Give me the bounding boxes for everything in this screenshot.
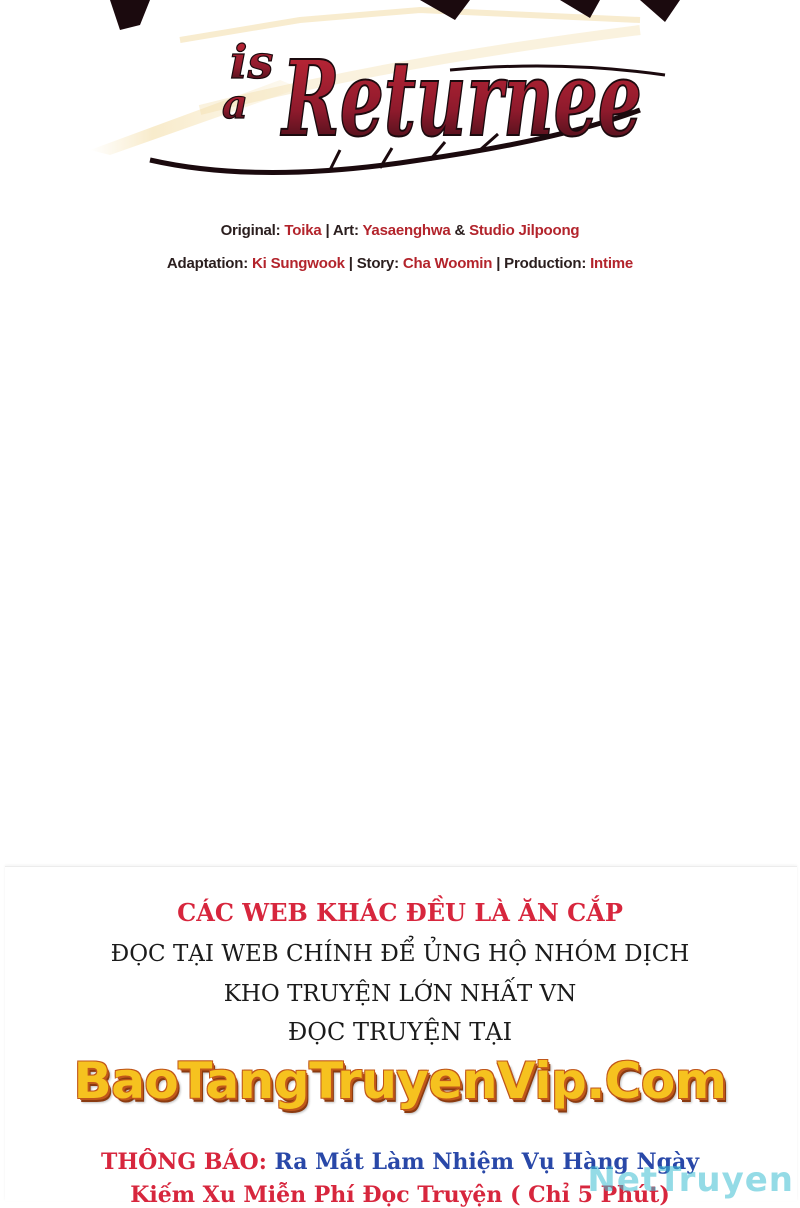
credits-line-1 [0,222,800,239]
title-word-is: is [230,35,274,89]
art-value-1: Yasaenghwa [362,222,451,239]
notice-line-4: ĐỌC TRUYỆN TẠI [287,1018,513,1046]
adaptation-label: Adaptation: [166,255,249,272]
title-logo [0,0,800,190]
adaptation-value: Ki Sungwook [252,255,345,272]
title-logo-art [0,0,800,190]
story-value: Cha Woomin [402,255,493,272]
title-word-returnee: Returnee [279,37,642,160]
credits-line-2 [0,255,800,272]
announcement-line-2[interactable]: Kiếm Xu Miễn Phí Đọc Truyện ( Chỉ 5 Phút) [130,1182,670,1208]
original-value: Toika [284,222,322,239]
site-brand-link[interactable]: BaoTangTruyenVip.Com [73,1052,727,1110]
notice-line-1: CÁC WEB KHÁC ĐỀU LÀ ĂN CẮP [177,898,623,927]
announcement-text[interactable]: Ra Mắt Làm Nhiệm Vụ Hàng Ngày [274,1149,700,1175]
title-word-a: a [222,81,248,128]
watermark: NetTruyen [587,1160,794,1200]
art-label: | Art: [325,222,359,239]
production-value: Intime [590,255,634,272]
notice-line-2: ĐỌC TẠI WEB CHÍNH ĐỂ ỦNG HỘ NHÓM DỊCH [110,941,690,967]
original-label: Original: [220,222,281,239]
art-amp: & [454,222,466,239]
story-label: | Story: [348,255,399,272]
announcement-label: THÔNG BÁO: [100,1149,267,1175]
art-value-2: Studio Jilpoong [469,222,580,239]
notice-line-3: KHO TRUYỆN LỚN NHẤT VN [223,981,577,1007]
production-label: | Production: [496,255,587,272]
